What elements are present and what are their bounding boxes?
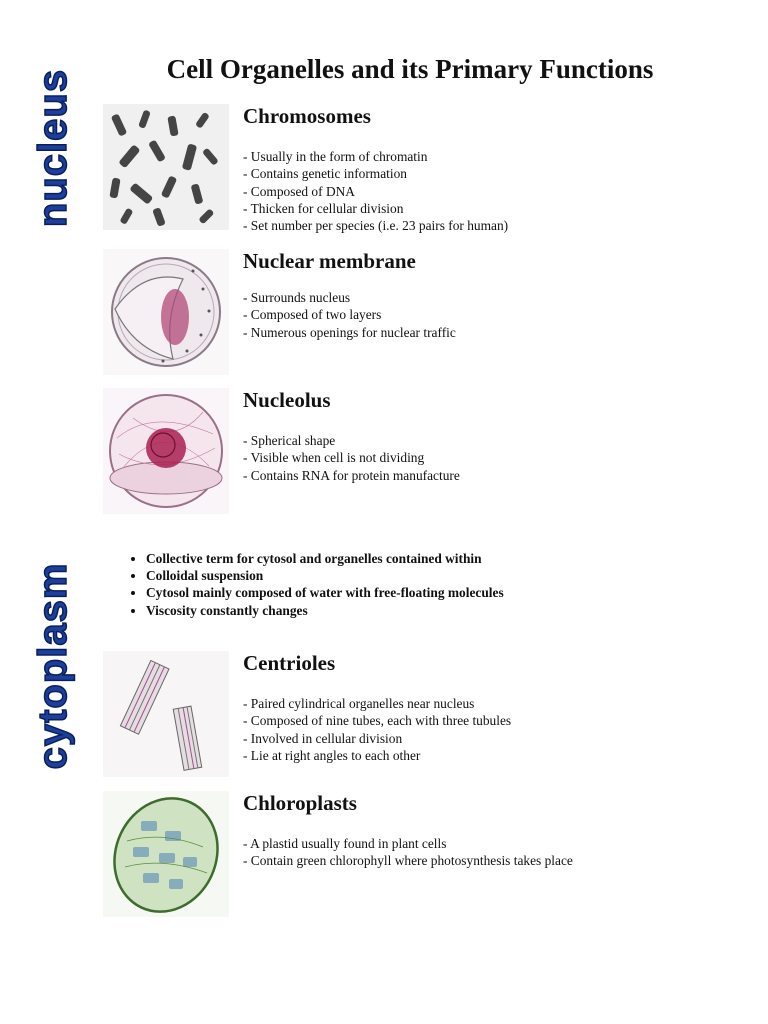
- centrioles-image: [103, 651, 229, 777]
- nuclear-membrane-image: [103, 249, 229, 375]
- list-item: - Thicken for cellular division: [243, 200, 404, 216]
- cytoplasm-side-label: [18, 540, 88, 800]
- list-item: - Involved in cellular division: [243, 730, 403, 746]
- list-item: - A plastid usually found in plant cells: [243, 836, 447, 851]
- section-lines: [243, 835, 573, 870]
- list-item: - Contains RNA for protein manufacture: [243, 467, 460, 483]
- list-item: - Visible when cell is not dividing: [243, 450, 425, 466]
- section-heading: Nuclear membrane: [243, 249, 416, 273]
- nucleus-label-text: nucleus: [31, 68, 75, 228]
- section-lines: [243, 148, 508, 234]
- chloroplast-illustration: [103, 791, 229, 917]
- section-heading: Centrioles: [243, 651, 336, 675]
- list-item: - Composed of nine tubes, each with three tubules: [243, 713, 512, 729]
- list-item: - Contains genetic information: [243, 166, 407, 182]
- centriole-illustration: [103, 651, 229, 777]
- list-item: • Collective term for cytosol and organelles contained within: [146, 550, 504, 567]
- list-item: - Paired cylindrical organelles near nucleus: [243, 696, 475, 711]
- nucleolus-illustration: [103, 388, 229, 514]
- list-item: - Set number per species (i.e. 23 pairs for human): [243, 218, 509, 234]
- list-item: - Numerous openings for nuclear traffic: [243, 324, 456, 340]
- list-item: - Spherical shape: [243, 433, 336, 448]
- list-item: - Lie at right angles to each other: [243, 747, 421, 763]
- section-lines: [243, 695, 511, 764]
- nuclear-membrane-illustration: [103, 249, 229, 375]
- nucleolus-image: [103, 388, 229, 514]
- chloroplasts-image: [103, 791, 229, 917]
- list-item: - Usually in the form of chromatin: [243, 149, 428, 164]
- list-item: • Cytosol mainly composed of water with free-floating molecules: [146, 584, 504, 601]
- list-item: • Colloidal suspension: [146, 567, 504, 584]
- list-item: - Composed of two layers: [243, 307, 382, 323]
- cytoplasm-bullet-list: [122, 550, 504, 619]
- nucleus-side-label: [18, 48, 88, 248]
- section-lines: [243, 432, 460, 484]
- section-lines: [243, 289, 456, 341]
- cytoplasm-label-text: cytoplasm: [31, 562, 75, 770]
- list-item: - Contain green chlorophyll where photosynthesis takes place: [243, 853, 573, 869]
- section-heading: Nucleolus: [243, 388, 331, 412]
- list-item: • Viscosity constantly changes: [146, 602, 504, 619]
- page-title: Cell Organelles and its Primary Functions: [166, 54, 654, 84]
- list-item: - Surrounds nucleus: [243, 290, 351, 305]
- list-item: - Composed of DNA: [243, 183, 355, 199]
- section-heading: Chromosomes: [243, 104, 371, 128]
- chromosome-illustration: [103, 104, 229, 230]
- section-heading: Chloroplasts: [243, 791, 357, 815]
- chromosomes-image: [103, 104, 229, 230]
